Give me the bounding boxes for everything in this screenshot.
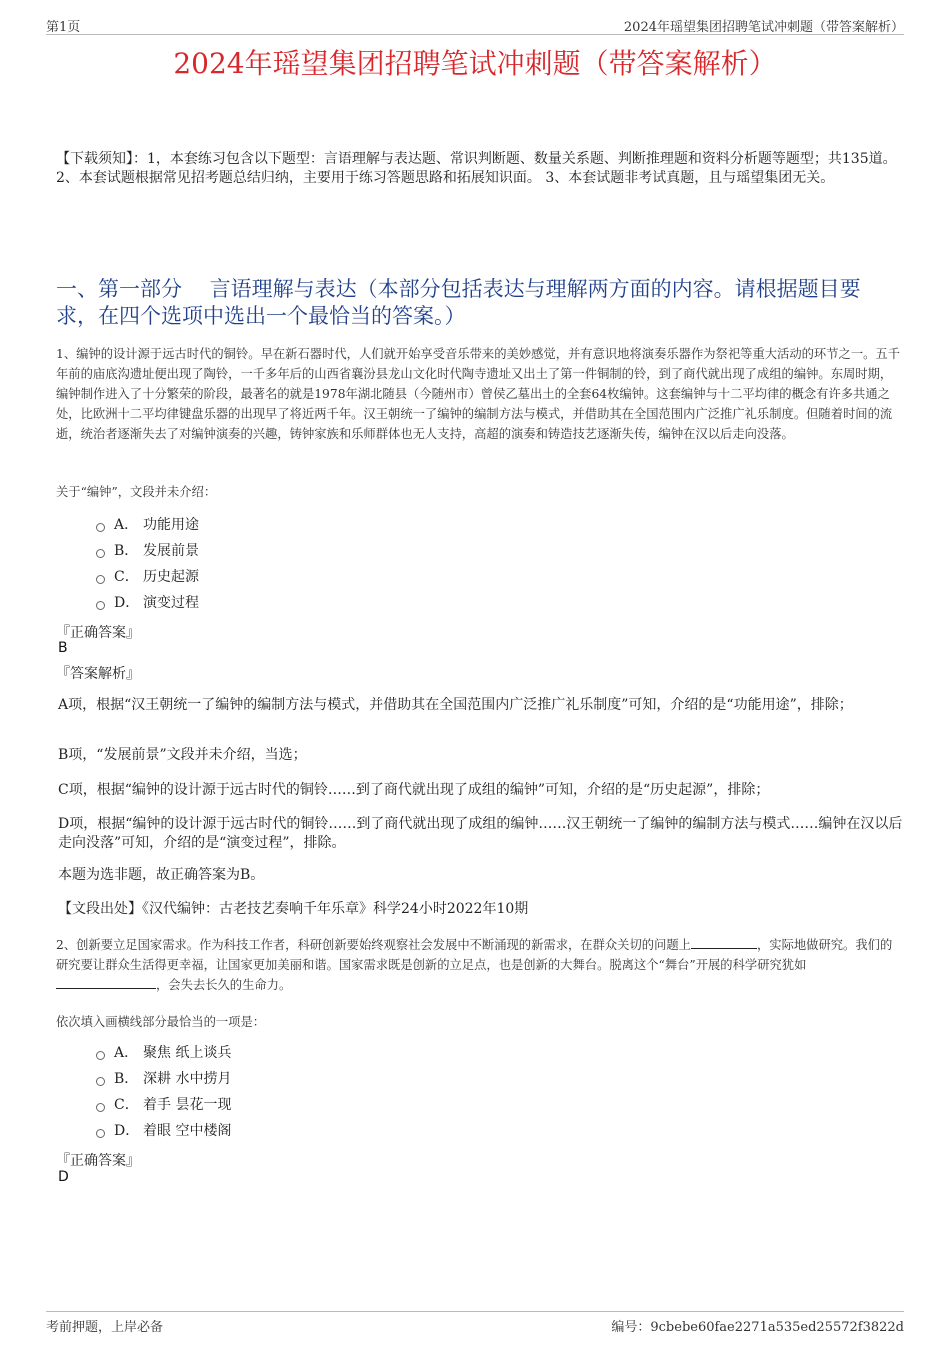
page-footer [46,1311,904,1336]
radio-icon[interactable] [96,523,105,532]
fill-blank-1 [691,936,757,949]
q1-analysis-a: A项，根据“汉王朝统一了编钟的编制方法与模式，并借助其在全国范围内广泛推广礼乐制度”可知，介绍的是“功能用途”，排除； [58,697,853,713]
q2-passage-part2: ，实际地做研究。我们的研究要让群众生活得更幸福，让国家更加美丽和谐。国家需求既是创新的立足点，也是创新的大舞台。脱离这个“舞台”开展的科学研究犹如 [56,938,893,972]
q1-passage: 1、编钟的设计源于远古时代的铜铃。早在新石器时代，人们就开始享受音乐带来的美妙感觉，并有意识地将演奏乐器作为祭祀等重大活动的环节之一。五千年前的庙底沟遗址便出现了陶铃，一千多年后的山西省襄汾县龙山文化时代陶寺遗址又出土了第一件铜制的铃，到了商代就出现了成组的编钟。东周时期，编钟制作进入了十分繁荣的阶段，最著名的就是1978年湖北随县（今随州市）曾侯乙墓出土的全套64枚编钟。这套编钟与十二平均律的概念有许多共通之处，比欧洲十二平均律键盘乐器的出现早了将近两千年。汉王朝统一了编钟的编制方法与模式，并借助其在全国范围内广泛推广礼乐制度。但随着时间的流逝，统治者逐渐失去了对编钟演奏的兴趣，铸钟家族和乐师群体也无人支持，高超的演奏和铸造技艺逐渐失传，编钟在汉以后走向没落。 [56,347,901,441]
option-key: B． [114,1071,139,1087]
option-text: 功能用途 [143,517,199,533]
option-text: 历史起源 [143,569,199,585]
q2-passage-part3: ，会失去长久的生命力。 [156,978,292,992]
q2-option-c[interactable] [96,1092,231,1118]
q2-passage [56,935,902,995]
radio-icon[interactable] [96,575,105,584]
download-notice: 【下载须知】：1，本套练习包含以下题型：言语理解与表达题、常识判断题、数量关系题、判断推理题和资料分析题等题型；共135道。 2、本套试题根据常见招考题总结归纳，主要用于练习答题思路和拓展知识面。 3、本套试题非考试真题，且与瑶望集团无关。 [56,151,897,186]
option-text: 聚焦 纸上谈兵 [143,1045,232,1061]
q1-option-b[interactable] [96,538,199,564]
q1-answer-label: 『正确答案』 [56,625,140,641]
q1-option-a[interactable] [96,512,199,538]
q2-option-a[interactable] [96,1040,231,1066]
option-key: C． [114,569,139,585]
q1-analysis-b: B项，“发展前景”文段并未介绍，当选； [58,747,307,763]
option-text: 着眼 空中楼阁 [143,1123,232,1139]
radio-icon[interactable] [96,1103,105,1112]
radio-icon[interactable] [96,549,105,558]
q1-option-d[interactable] [96,590,199,616]
radio-icon[interactable] [96,601,105,610]
q1-analysis-conclusion: 本题为选非题，故正确答案为B。 [58,867,265,883]
q2-options [96,1040,231,1144]
option-text: 演变过程 [143,595,199,611]
q1-question: 关于“编钟”，文段并未介绍： [56,485,217,499]
radio-icon[interactable] [96,1051,105,1060]
q1-analysis-d: D项，根据“编钟的设计源于远古时代的铜铃……到了商代就出现了成组的编钟……汉王朝统一了编钟的编制方法与模式……编钟在汉以后走向没落”可知，介绍的是“演变过程”，排除。 [58,816,903,851]
q1-options [96,512,199,616]
q2-option-b[interactable] [96,1066,231,1092]
page-header [46,14,904,35]
section-title: 一、第一部分 言语理解与表达（本部分包括表达与理解两方面的内容。请根据题目要求，在四个选项中选出一个最恰当的答案。） [56,277,861,328]
option-key: A． [114,1045,139,1061]
q2-answer-value: D [58,1169,69,1185]
option-text: 发展前景 [143,543,199,559]
option-key: D． [114,595,140,611]
option-text: 着手 昙花一现 [143,1097,232,1113]
radio-icon[interactable] [96,1129,105,1138]
footer-doc-id: 编号：9cbebe60fae2271a535ed25572f3822d [611,1320,904,1335]
q2-option-d[interactable] [96,1118,231,1144]
option-key: B． [114,543,139,559]
fill-blank-2 [56,976,156,989]
option-key: C． [114,1097,139,1113]
q2-question: 依次填入画横线部分最恰当的一项是： [56,1015,266,1029]
radio-icon[interactable] [96,1077,105,1086]
option-key: A． [114,517,139,533]
header-doc-title: 2024年瑶望集团招聘笔试冲刺题（带答案解析） [623,20,904,35]
q1-analysis-c: C项，根据“编钟的设计源于远古时代的铜铃……到了商代就出现了成组的编钟”可知，介绍的是“历史起源”，排除； [58,782,770,798]
q2-passage-part1: 2、创新要立足国家需求。作为科技工作者，科研创新要始终观察社会发展中不断涌现的新需求，在群众关切的问题上 [56,938,691,952]
page-title: 2024年瑶望集团招聘笔试冲刺题（带答案解析） [173,47,777,80]
q2-answer-label: 『正确答案』 [56,1153,140,1169]
q1-analysis-label: 『答案解析』 [56,666,140,682]
q1-answer-value: B [58,640,68,656]
q1-source: 【文段出处】《汉代编钟：古老技艺奏响千年乐章》科学24小时2022年10期 [58,901,529,917]
footer-slogan: 考前押题，上岸必备 [46,1320,164,1335]
q1-option-c[interactable] [96,564,199,590]
option-text: 深耕 水中捞月 [143,1071,232,1087]
page-number: 第1页 [46,20,81,35]
option-key: D． [114,1123,140,1139]
